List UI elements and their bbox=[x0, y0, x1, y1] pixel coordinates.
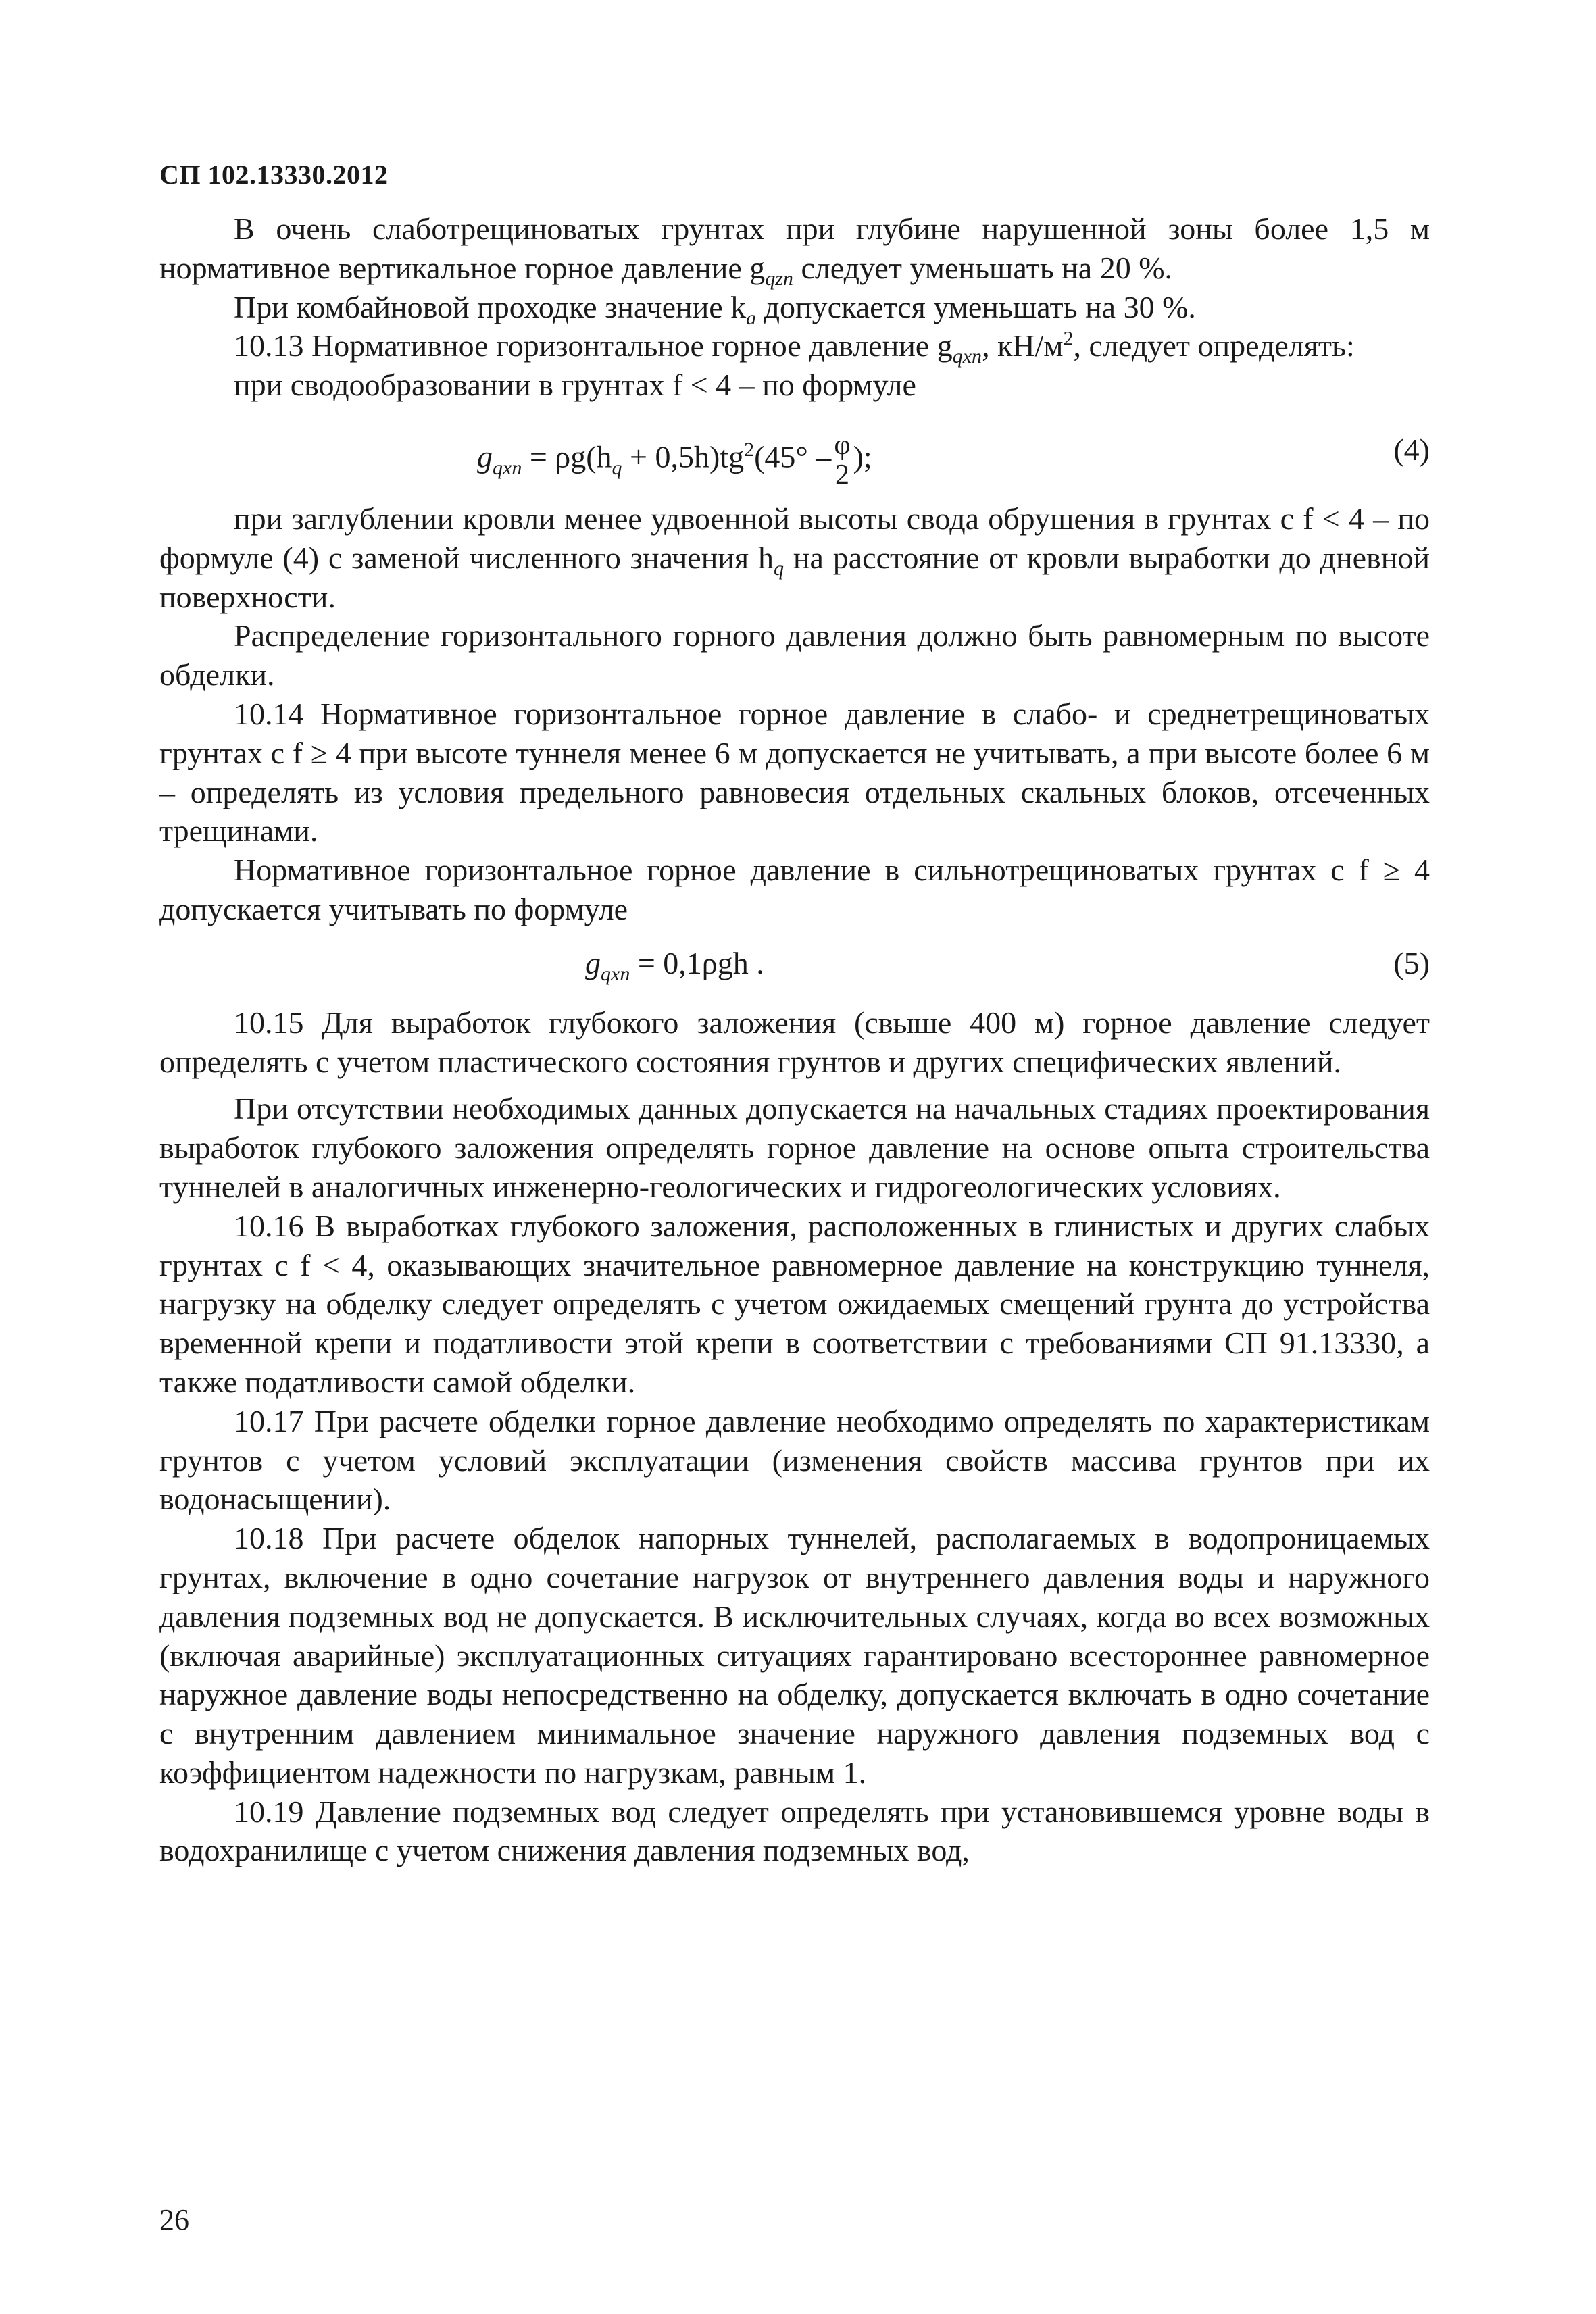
paragraph-10-14: 10.14 Нормативное горизонтальное горное давление в слабо- и среднетрещиноватых грунтах с f ≥ 4 при высоте туннеля менее 6 м допускается не учитывать, а при высоте более 6 м – определять из условия предельного равновесия отдельных скальных блоков, отсеченных трещинами. bbox=[159, 696, 1430, 849]
paragraph: Распределение горизонтального горного давления должно быть равномерным по высоте обделки. bbox=[159, 618, 1430, 693]
paragraph: В очень слаботрещиноватых грунтах при глубине нарушенной зоны более 1,5 м нормативное вертикальное горное давление $g_{qzn}$ следует уменьшать на 20 %. bbox=[159, 211, 1430, 290]
formula-4 bbox=[159, 405, 1430, 499]
paragraph: При комбайновой проходке значение $k_a$ допускается уменьшать на 30 %. bbox=[234, 289, 1196, 329]
document-body bbox=[159, 209, 1430, 1870]
paragraph-10-17: 10.17 При расчете обделки горное давление необходимо определять по характеристикам грунтов с учетом условий эксплуатации (изменения свойств массива грунтов при их водонасыщении). bbox=[159, 1403, 1430, 1517]
paragraph: Нормативное горизонтальное горное давление в сильнотрещиноватых грунтах с f ≥ 4 допускается учитывать по формуле bbox=[159, 853, 1430, 926]
paragraph-10-18: 10.18 При расчете обделок напорных туннелей, располагаемых в водопроницаемых грунтах, включение в одно сочетание нагрузок от внутреннего давления воды и наружного давления подземных вод не допускается. В исключительных случаях, когда во всех возможных (включая аварийные) эксплуатационных ситуациях гарантировано всестороннее равномерное наружное давление воды непосредственно на обделку, допускается включать в одно сочетание с внутренним давлением минимальное значение наружного давления подземных вод с коэффициентом надежности по нагрузкам, равным 1. bbox=[159, 1521, 1430, 1790]
formula-5-number: (5) bbox=[1393, 945, 1430, 980]
formula-5 bbox=[159, 929, 1430, 1003]
paragraph-10-19: 10.19 Давление подземных вод следует определять при установившемся уровне воды в водохранилище с учетом снижения давления подземных вод, bbox=[159, 1794, 1430, 1868]
paragraph: При отсутствии необходимых данных допускается на начальных стадиях проектирования выработок глубокого заложения определять горное давление на основе опыта строительства туннелей в аналогичных инженерно-геологических и гидрогеологических условиях. bbox=[159, 1091, 1430, 1204]
formula-4-fraction: φ 2 bbox=[834, 429, 851, 491]
paragraph-10-15: 10.15 Для выработок глубокого заложения (свыше 400 м) горное давление следует определять с учетом пластического состояния грунтов и других специфических явлений. bbox=[159, 1005, 1430, 1079]
document-code: СП 102.13330.2012 bbox=[159, 159, 389, 190]
paragraph: при заглублении кровли менее удвоенной высоты свода обрушения в грунтах с f < 4 – по формуле (4) с заменой численного значения $h_q$ на расстояние от кровли выработки до дневной поверхности. bbox=[159, 501, 1430, 614]
paragraph-10-16: 10.16 В выработках глубокого заложения, расположенных в глинистых и других слабых грунтах с f < 4, оказывающих значительное равномерное давление на конструкцию туннеля, нагрузку на обделку следует определять с учетом ожидаемых смещений грунта до устройства временной крепи и податливости этой крепи в соответствии с требованиями СП 91.13330, а также податливости самой обделки. bbox=[159, 1208, 1430, 1399]
formula-4-number: (4) bbox=[1393, 432, 1430, 467]
page-number: 26 bbox=[159, 2203, 189, 2236]
formula-5-expression: $g_{qxn} = 0,1\rho gh$ . bbox=[585, 945, 764, 985]
paragraph-10-13: 10.13 Нормативное горизонтальное горное давление $g_{qxn}$, $кН/м^2$, следует определять: bbox=[234, 328, 1355, 368]
formula-4-expression: $g_{qxn} = \rho g(h_q + 0,5h)tg^2(45^\circ$ – φ 2 ); bbox=[477, 429, 872, 491]
paragraph: при сводообразовании в грунтах f < 4 – по формуле bbox=[234, 368, 916, 403]
